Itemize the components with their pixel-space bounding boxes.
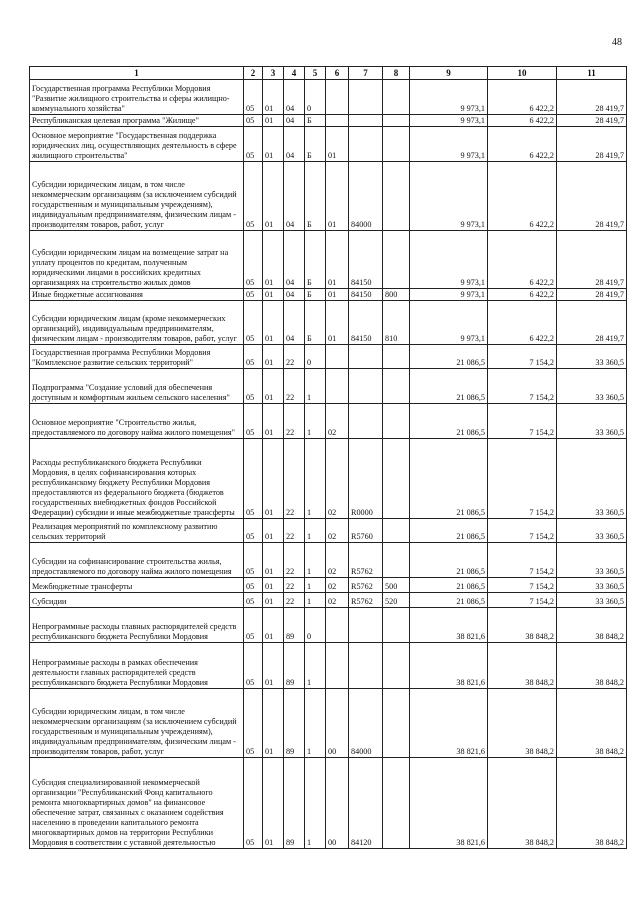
code-cell: 01 [263,127,284,162]
code-cell: 05 [244,439,263,519]
table-row [30,543,627,578]
code-cell: 05 [244,231,263,289]
code-cell: 500 [383,578,410,593]
code-cell: 1 [305,519,326,543]
amount-cell: 38 821,6 [410,643,488,689]
code-cell: 05 [244,578,263,593]
code-cell: 01 [326,231,349,289]
table-row [30,289,627,301]
amount-cell: 38 848,2 [557,608,627,643]
row-description: Межбюджетные трансферты [30,578,244,593]
amount-cell: 33 360,5 [557,404,627,439]
amount-cell: 21 086,5 [410,369,488,404]
code-cell [326,80,349,115]
code-cell: Б [305,115,326,127]
amount-cell: 21 086,5 [410,345,488,369]
code-cell: R5762 [349,593,383,608]
row-description: Субсидии юридическим лицам (кроме некоммерческих организаций), индивидуальным предпринимателям, физическим лицам - производителям товаров, работ, услуг [30,301,244,345]
code-cell [349,127,383,162]
code-cell: 05 [244,289,263,301]
code-cell: 05 [244,127,263,162]
code-cell: 01 [263,608,284,643]
amount-cell: 6 422,2 [488,231,557,289]
code-cell: 01 [263,289,284,301]
column-header: 4 [284,67,305,80]
code-cell: 01 [263,593,284,608]
code-cell [383,689,410,758]
code-cell: 02 [326,439,349,519]
column-header: 7 [349,67,383,80]
code-cell: Б [305,301,326,345]
table-row [30,231,627,289]
code-cell [383,231,410,289]
amount-cell: 7 154,2 [488,345,557,369]
code-cell: Б [305,162,326,231]
code-cell [326,369,349,404]
amount-cell: 28 419,7 [557,127,627,162]
code-cell: 01 [263,404,284,439]
code-cell: 04 [284,231,305,289]
column-header: 1 [30,67,244,80]
row-description: Государственная программа Республики Мордовия "Комплексное развитие сельских территорий" [30,345,244,369]
code-cell: 22 [284,404,305,439]
code-cell: 05 [244,345,263,369]
code-cell: R0000 [349,439,383,519]
code-cell [326,643,349,689]
table-row [30,127,627,162]
code-cell [349,643,383,689]
table-row [30,758,627,849]
code-cell: 05 [244,689,263,758]
code-cell: 22 [284,345,305,369]
amount-cell: 7 154,2 [488,369,557,404]
row-description: Субсидии юридическим лицам, в том числе некоммерческим организациям (за исключением субсидий государственным и муниципальным учреждениям), индивидуальным предпринимателям, физическим лицам - производителям товаров, работ, услуг [30,689,244,758]
row-description: Республиканская целевая программа "Жилище" [30,115,244,127]
code-cell [383,519,410,543]
amount-cell: 38 848,2 [488,758,557,849]
code-cell: 22 [284,593,305,608]
code-cell: 01 [263,369,284,404]
code-cell: 520 [383,593,410,608]
table-row [30,115,627,127]
code-cell [349,80,383,115]
code-cell: 01 [326,301,349,345]
amount-cell: 33 360,5 [557,369,627,404]
code-cell: 01 [263,643,284,689]
column-header: 6 [326,67,349,80]
amount-cell: 38 848,2 [488,643,557,689]
code-cell: R5760 [349,519,383,543]
page-number: 48 [612,37,622,48]
amount-cell: 28 419,7 [557,162,627,231]
amount-cell: 9 973,1 [410,301,488,345]
table-row [30,369,627,404]
table-row [30,578,627,593]
code-cell [383,439,410,519]
row-description: Субсидия специализированной некоммерческой организации "Республиканский Фонд капитального ремонта многоквартирных домов" на финансовое обеспечение затрат, связанных с оказанием содействия населению в проведении капитального ремонта многоквартирных домов на территории Республики Мордовия в соответствии с уставной деятельностью [30,758,244,849]
code-cell [383,643,410,689]
code-cell: 1 [305,404,326,439]
code-cell: 00 [326,758,349,849]
code-cell: 1 [305,439,326,519]
amount-cell: 7 154,2 [488,543,557,578]
code-cell: 05 [244,543,263,578]
column-header: 11 [557,67,627,80]
code-cell: 02 [326,519,349,543]
table-body [30,80,627,849]
code-cell: 84000 [349,689,383,758]
code-cell [326,115,349,127]
code-cell: 84000 [349,162,383,231]
code-cell: 1 [305,643,326,689]
row-description: Подпрограмма "Создание условий для обеспечения доступным и комфортным жильем сельского населения" [30,369,244,404]
code-cell: 1 [305,758,326,849]
code-cell: 05 [244,301,263,345]
table-row [30,345,627,369]
table-row [30,519,627,543]
code-cell [349,115,383,127]
column-header: 10 [488,67,557,80]
code-cell [349,608,383,643]
table-row [30,643,627,689]
amount-cell: 28 419,7 [557,289,627,301]
amount-cell: 7 154,2 [488,439,557,519]
amount-cell: 38 821,6 [410,608,488,643]
code-cell: 02 [326,404,349,439]
code-cell: 84120 [349,758,383,849]
code-cell: 22 [284,369,305,404]
code-cell [383,80,410,115]
column-header: 2 [244,67,263,80]
code-cell: 05 [244,643,263,689]
row-description: Расходы республиканского бюджета Республики Мордовия, в целях софинансирования которых республиканскому бюджету Республики Мордовия предоставляются из федерального бюджета (бюджетов государственных внебюджетных фондов Российской Федерации) субсидии и иные межбюджетные трансферты [30,439,244,519]
table-row [30,301,627,345]
code-cell: 1 [305,369,326,404]
code-cell [326,345,349,369]
amount-cell: 38 848,2 [488,608,557,643]
code-cell: 22 [284,578,305,593]
code-cell: 05 [244,115,263,127]
amount-cell: 21 086,5 [410,578,488,593]
code-cell [326,608,349,643]
code-cell: 01 [263,80,284,115]
code-cell [383,369,410,404]
code-cell [349,369,383,404]
code-cell: 89 [284,643,305,689]
row-description: Государственная программа Республики Мордовия "Развитие жилищного строительства и сферы жилищно-коммунального хозяйства" [30,80,244,115]
code-cell: 00 [326,689,349,758]
code-cell: 1 [305,578,326,593]
amount-cell: 6 422,2 [488,115,557,127]
amount-cell: 6 422,2 [488,80,557,115]
table-row [30,162,627,231]
code-cell: 01 [263,162,284,231]
code-cell: 05 [244,608,263,643]
code-cell: 01 [326,289,349,301]
table-row [30,404,627,439]
code-cell: 84150 [349,301,383,345]
amount-cell: 7 154,2 [488,578,557,593]
amount-cell: 6 422,2 [488,301,557,345]
code-cell: 04 [284,127,305,162]
amount-cell: 28 419,7 [557,80,627,115]
amount-cell: 7 154,2 [488,519,557,543]
amount-cell: 33 360,5 [557,345,627,369]
amount-cell: 38 821,6 [410,689,488,758]
code-cell: 01 [263,115,284,127]
amount-cell: 6 422,2 [488,289,557,301]
code-cell: 01 [263,345,284,369]
code-cell: 1 [305,593,326,608]
code-cell [383,127,410,162]
column-header: 9 [410,67,488,80]
code-cell: 05 [244,80,263,115]
amount-cell: 28 419,7 [557,115,627,127]
code-cell: 01 [263,231,284,289]
code-cell: 02 [326,543,349,578]
code-cell: 01 [263,689,284,758]
amount-cell: 33 360,5 [557,593,627,608]
amount-cell: 21 086,5 [410,519,488,543]
code-cell: 84150 [349,289,383,301]
code-cell: Б [305,127,326,162]
code-cell: 02 [326,578,349,593]
code-cell: 0 [305,608,326,643]
code-cell: 04 [284,115,305,127]
code-cell [383,758,410,849]
amount-cell: 9 973,1 [410,80,488,115]
code-cell: 01 [326,162,349,231]
amount-cell: 9 973,1 [410,115,488,127]
code-cell: 22 [284,519,305,543]
code-cell: 05 [244,593,263,608]
row-description: Непрограммные расходы главных распорядителей средств республиканского бюджета Республики Мордовия [30,608,244,643]
code-cell: 1 [305,689,326,758]
code-cell: 04 [284,289,305,301]
code-cell: 05 [244,758,263,849]
code-cell: 04 [284,162,305,231]
table-row [30,593,627,608]
amount-cell: 9 973,1 [410,162,488,231]
budget-table [29,66,627,849]
code-cell: 04 [284,301,305,345]
amount-cell: 21 086,5 [410,543,488,578]
code-cell [383,162,410,231]
code-cell: 01 [263,543,284,578]
code-cell: 04 [284,80,305,115]
row-description: Основное мероприятие "Строительство жилья, предоставляемого по договору найма жилого помещения" [30,404,244,439]
amount-cell: 21 086,5 [410,404,488,439]
amount-cell: 28 419,7 [557,301,627,345]
code-cell: 89 [284,608,305,643]
row-description: Основное мероприятие "Государственная поддержка юридических лиц, осуществляющих деятельность в сфере жилищного строительства" [30,127,244,162]
amount-cell: 38 821,6 [410,758,488,849]
row-description: Иные бюджетные ассигнования [30,289,244,301]
code-cell [383,608,410,643]
row-description: Субсидии юридическим лицам, в том числе некоммерческим организациям (за исключением субсидий государственным и муниципальным учреждениям), индивидуальным предпринимателям, физическим лицам - производителям товаров, работ, услуг [30,162,244,231]
table-row [30,608,627,643]
code-cell: 01 [263,578,284,593]
row-description: Непрограммные расходы в рамках обеспечения деятельности главных распорядителей средств республиканского бюджета Республики Мордовия [30,643,244,689]
code-cell [349,404,383,439]
column-header: 8 [383,67,410,80]
row-description: Реализация мероприятий по комплексному развитию сельских территорий [30,519,244,543]
code-cell: 01 [263,439,284,519]
code-cell: 05 [244,369,263,404]
code-cell: R5762 [349,543,383,578]
row-description: Субсидии юридическим лицам на возмещение затрат на уплату процентов по кредитам, полученным юридическими лицами в российских кредитных организациях на строительство жилых домов [30,231,244,289]
code-cell: 05 [244,519,263,543]
amount-cell: 6 422,2 [488,162,557,231]
amount-cell: 9 973,1 [410,289,488,301]
code-cell: 01 [263,301,284,345]
table-row [30,80,627,115]
code-cell: 01 [263,758,284,849]
row-description: Субсидии [30,593,244,608]
code-cell: 02 [326,593,349,608]
code-cell: 22 [284,543,305,578]
amount-cell: 21 086,5 [410,439,488,519]
amount-cell: 7 154,2 [488,593,557,608]
column-header: 5 [305,67,326,80]
code-cell [383,543,410,578]
code-cell: 84150 [349,231,383,289]
code-cell: 22 [284,439,305,519]
code-cell [383,115,410,127]
amount-cell: 6 422,2 [488,127,557,162]
code-cell [383,345,410,369]
code-cell: Б [305,289,326,301]
row-description: Субсидии на софинансирование строительства жилья, предоставляемого по договору найма жилого помещения [30,543,244,578]
code-cell: 0 [305,345,326,369]
code-cell: 05 [244,404,263,439]
amount-cell: 33 360,5 [557,439,627,519]
code-cell [383,404,410,439]
amount-cell: 28 419,7 [557,231,627,289]
table-header-row [30,67,627,80]
code-cell: 01 [326,127,349,162]
table-row [30,439,627,519]
table-row [30,689,627,758]
amount-cell: 38 848,2 [557,758,627,849]
amount-cell: 21 086,5 [410,593,488,608]
code-cell: R5762 [349,578,383,593]
code-cell: Б [305,231,326,289]
amount-cell: 38 848,2 [557,689,627,758]
code-cell: 05 [244,162,263,231]
amount-cell: 33 360,5 [557,578,627,593]
amount-cell: 33 360,5 [557,543,627,578]
column-header: 3 [263,67,284,80]
amount-cell: 9 973,1 [410,127,488,162]
amount-cell: 7 154,2 [488,404,557,439]
amount-cell: 9 973,1 [410,231,488,289]
code-cell: 01 [263,519,284,543]
amount-cell: 38 848,2 [557,643,627,689]
amount-cell: 38 848,2 [488,689,557,758]
code-cell [349,345,383,369]
code-cell: 800 [383,289,410,301]
amount-cell: 33 360,5 [557,519,627,543]
code-cell: 89 [284,758,305,849]
code-cell: 1 [305,543,326,578]
code-cell: 810 [383,301,410,345]
code-cell: 0 [305,80,326,115]
code-cell: 89 [284,689,305,758]
